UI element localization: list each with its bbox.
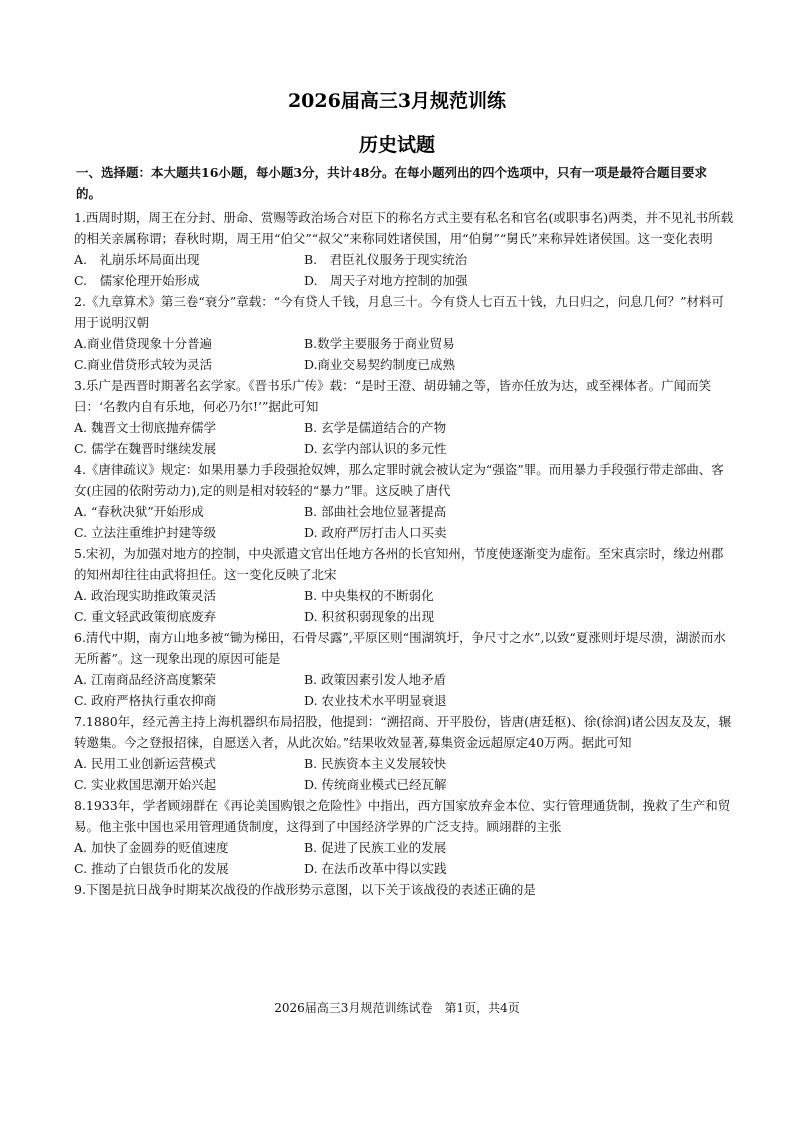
- page-footer: 2026届高三3月规范训练试卷 第1页，共4页: [274, 1001, 520, 1015]
- question-7: [74, 711, 734, 795]
- option-a: A. 政治现实助推政策灵活: [74, 588, 216, 603]
- option-a: A. 江南商品经济高度繁荣: [74, 672, 216, 687]
- question-6: [74, 627, 734, 711]
- option-c: C. 儒学在魏晋时继续发展: [74, 441, 217, 456]
- question-list: [74, 207, 734, 900]
- option-list: [74, 249, 734, 291]
- option-c: C.商业借贷形式较为灵活: [74, 357, 213, 372]
- option-b: B. 政策因素引发人地矛盾: [304, 672, 447, 687]
- question-stem: 4.《唐律疏议》规定：如果用暴力手段强抢奴婢，那么定罪时就会被认定为“强盗”罪。而用暴力手段强行带走部曲、客女(庄园的依附劳动力),定的则是相对较轻的“暴力”罪。这反映了唐代: [74, 462, 724, 498]
- option-list: [74, 753, 734, 795]
- question-4: [74, 459, 734, 543]
- option-a: A. 魏晋文士彻底抛弃儒学: [74, 420, 216, 435]
- option-d: D. 传统商业模式已经瓦解: [304, 777, 447, 792]
- option-d: D. 玄学内部认识的多元性: [304, 441, 447, 456]
- question-stem: 6.清代中期，南方山地多被“锄为梯田，石骨尽露”,平原区则“围湖筑圩，争尺寸之水”,以致“夏涨则圩堤尽溃，湖淤而水无所蓄”。这一现象出现的原因可能是: [74, 630, 726, 666]
- option-list: [74, 333, 734, 375]
- question-stem: 9.下图是抗日战争时期某次战役的作战形势示意图，以下关于该战役的表述正确的是: [74, 882, 536, 897]
- option-b: B. 部曲社会地位显著提高: [304, 504, 447, 519]
- option-b: B. 中央集权的不断弱化: [304, 588, 434, 603]
- option-b: B. 民族资本主义发展较快: [304, 756, 447, 771]
- option-c: C. 实业救国思潮开始兴起: [74, 777, 217, 792]
- option-d: D. 在法币改革中得以实践: [304, 861, 447, 876]
- option-list: [74, 501, 734, 543]
- option-a: A. 加快了金圆券的贬值速度: [74, 840, 229, 855]
- subject-title: 历史试题: [358, 134, 435, 156]
- option-a: A. 民用工业创新运营模式: [74, 756, 216, 771]
- question-stem: 5.宋初，为加强对地方的控制，中央派遣文官出任地方各州的长官知州，节度使逐渐变为虚衔。至宋真宗时，缘边州郡的知州却往往由武将担任。这一变化反映了北宋: [74, 546, 724, 582]
- option-list: [74, 837, 734, 879]
- option-list: [74, 585, 734, 627]
- option-b: B. 君臣礼仪服务于现实统治: [304, 252, 468, 267]
- option-d: D. 政府严厉打击人口买卖: [304, 525, 447, 540]
- question-2: [74, 291, 734, 375]
- question-stem: 1.西周时期，周王在分封、册命、赏赐等政治场合对臣下的称名方式主要有私名和官名(或职事名)两类，并不见礼书所载的相关亲属称谓；春秋时期，周王用“伯父”“叔父”来称同姓诸侯国，用“伯舅”“舅氏”来称异姓诸侯国。这一变化表明: [74, 210, 734, 246]
- option-list: [74, 669, 734, 711]
- question-1: [74, 207, 734, 291]
- option-d: D. 周天子对地方控制的加强: [304, 273, 468, 288]
- question-stem: 8.1933年，学者顾翊群在《再论美国购银之危险性》中指出，西方国家放弃金本位、实行管理通货制，挽救了生产和贸易。他主张中国也采用管理通货制度，这得到了中国经济学界的广泛支持。顾翊群的主张: [74, 798, 731, 834]
- section-instructions: 一、选择题：本大题共16小题，每小题3分，共计48分。在每小题列出的四个选项中，只有一项是最符合题目要求的。: [76, 165, 707, 201]
- option-b: B. 促进了民族工业的发展: [304, 840, 447, 855]
- option-d: D. 农业技术水平明显衰退: [304, 693, 447, 708]
- question-stem: 2.《九章算术》第三卷“衰分”章载：“今有贷人千钱，月息三十。今有贷人七百五十钱，九日归之，问息几何？”材料可用于说明汉朝: [74, 294, 724, 330]
- option-c: C. 推动了白银货币化的发展: [74, 861, 229, 876]
- question-8: [74, 795, 734, 879]
- option-list: [74, 417, 734, 459]
- option-c: C. 儒家伦理开始形成: [74, 273, 200, 288]
- option-c: C. 立法注重维护封建等级: [74, 525, 217, 540]
- question-stem: 3.乐广是西晋时期著名玄学家。《晋书乐广传》载：“是时王澄、胡毋辅之等，皆亦任放为达，或至裸体者。广闻而笑曰：‘名教内自有乐地，何必乃尔!’”据此可知: [74, 378, 712, 414]
- question-3: [74, 375, 734, 459]
- exam-title: 2026届高三3月规范训练: [287, 90, 507, 112]
- question-9: [74, 879, 734, 900]
- option-b: B. 玄学是儒道结合的产物: [304, 420, 447, 435]
- question-5: [74, 543, 734, 627]
- option-a: A. “春秋决狱”开始形成: [74, 504, 204, 519]
- option-b: B.数学主要服务于商业贸易: [304, 336, 455, 351]
- option-a: A.商业借贷现象十分普遍: [74, 336, 213, 351]
- option-a: A. 礼崩乐坏局面出现: [74, 252, 200, 267]
- question-stem: 7.1880年，经元善主持上海机器织布局招股，他提到：“溯招商、开平股份，皆唐(唐廷枢)、徐(徐润)诸公因友及友，辗转邀集。今之登报招徕，自愿送入者，从此次始。”结果收效显著,募集资金远超原定40万两。据此可知: [74, 714, 732, 750]
- option-c: C. 政府严格执行重农抑商: [74, 693, 217, 708]
- option-c: C. 重文轻武政策彻底废弃: [74, 609, 217, 624]
- option-d: D.商业交易契约制度已成熟: [304, 357, 456, 372]
- option-d: D. 积贫积弱现象的出现: [304, 609, 435, 624]
